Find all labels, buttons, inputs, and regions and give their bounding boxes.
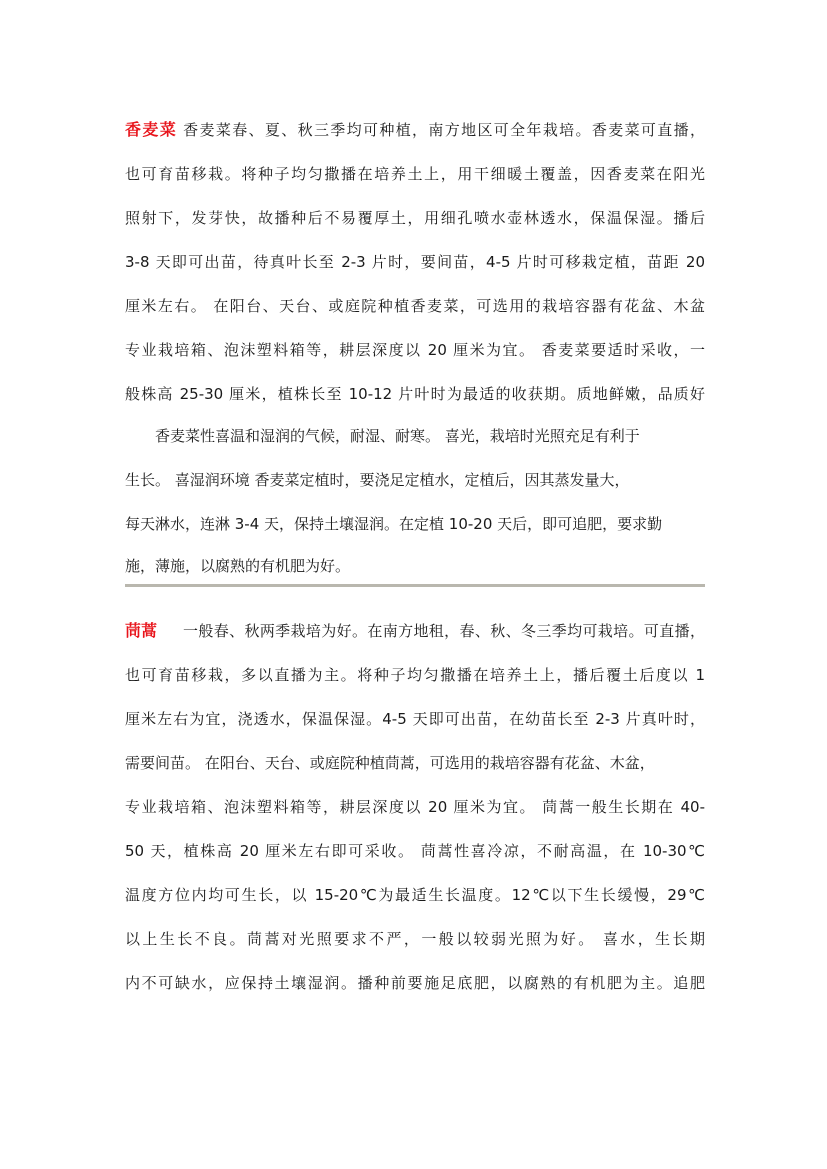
line-text: 香麦菜春、夏、秋三季均可种植，南方地区可全年栽培。香麦菜可直播， [177,121,705,139]
paragraph-line: 香麦菜性喜温和湿润的气候，耐湿、耐寒。 喜光，栽培时光照充足有利于 [155,427,640,445]
paragraph-line: 厘米左右为宜，浇透水，保温保湿。4-5 天即可出苗，在幼苗长至 2-3 片真叶时， [125,710,705,728]
section-heading: 香麦菜 [125,120,178,139]
paragraph-line [125,120,705,140]
paragraph-line: 专业栽培箱、泡沫塑料箱等，耕层深度以 20 厘米为宜。 茼蒿一般生长期在 40- [125,798,705,816]
paragraph-line: 照射下，发芽快，故播种后不易覆厚土，用细孔喷水壶林透水，保温保湿。播后 [125,209,705,227]
paragraph-line: 以上生长不良。茼蒿对光照要求不严，一般以较弱光照为好。 喜水，生长期 [125,930,705,948]
paragraph-line: 也可育苗移栽。将种子均匀撒播在培养土上，用干细暖土覆盖，因香麦菜在阳光 [125,165,705,183]
paragraph-line: 3-8 天即可出苗，待真叶长至 2-3 片时，要间苗，4-5 片时可移栽定植，苗距 20 [125,253,705,271]
paragraph-line: 专业栽培箱、泡沫塑料箱等，耕层深度以 20 厘米为宜。 香麦菜要适时采收，一 [125,341,705,359]
paragraph-line: 施，薄施，以腐熟的有机肥为好。 [125,557,351,575]
line-text: 一般春、秋两季栽培为好。在南方地租，春、秋、冬三季均可栽培。可直播， [183,622,705,640]
paragraph-line [125,621,705,641]
paragraph-line: 需要间苗。 在阳台、天台、或庭院种植茼蒿，可选用的栽培容器有花盆、木盆， [125,754,655,772]
paragraph-line: 也可育苗移栽，多以直播为主。将种子均匀撒播在培养土上，播后覆土后度以 1 [125,666,705,684]
paragraph-line: 生长。 喜湿润环境 香麦菜定植时，要浇足定植水，定植后，因其蒸发量大， [125,471,630,489]
paragraph-line: 般株高 25-30 厘米，植株长至 10-12 片叶时为最适的收获期。质地鲜嫩，品质好 [125,385,705,403]
paragraph-line: 每天淋水，连淋 3-4 天，保持土壤湿润。在定植 10-20 天后，即可追肥，要求勤 [125,515,663,533]
section-heading: 茼蒿 [125,621,158,640]
paragraph-line: 厘米左右。 在阳台、天台、或庭院种植香麦菜，可选用的栽培容器有花盆、木盆 [125,297,705,315]
paragraph-line: 温度方位内均可生长，以 15-20℃为最适生长温度。12℃以下生长缓慢，29℃ [125,886,705,904]
paragraph-line: 50 天，植株高 20 厘米左右即可采收。 茼蒿性喜冷凉，不耐高温，在 10-30℃ [125,842,705,860]
paragraph-line: 内不可缺水，应保持土壤湿润。播种前要施足底肥，以腐熟的有机肥为主。追肥 [125,974,705,992]
section-divider [125,584,705,587]
